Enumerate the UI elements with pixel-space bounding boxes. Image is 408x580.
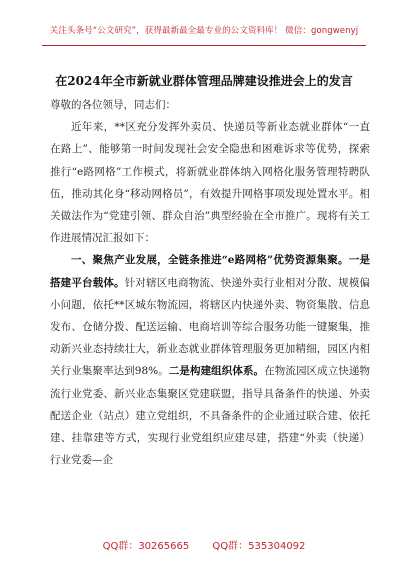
section-1-text-1: 针对辖区电商物流、快递外卖行业相对分散、规模偏小问题，依托**区城东物流园，将辖区内快递外卖、物资集散、信息发布、仓储分拨、配送运输、电商培训等综合服务功能一键聚集，推动新兴业态持续壮大，新业态就业群体管理服务更加精细，园区内相关行业集聚率达到98%。 <box>50 276 371 378</box>
section-1-heading: 一、聚焦产业发展，全链条推进“e路网格”优势资源集聚。 <box>71 254 349 267</box>
footer-qq-group-2: QQ群：535304092 <box>212 541 306 552</box>
header-divider <box>42 45 366 46</box>
footer-qq-group-1: QQ群：30265665 <box>102 541 190 552</box>
footer <box>0 537 408 552</box>
document-body <box>50 94 370 471</box>
document-title: 在2024年全市新就业群体管理品牌建设推进会上的发言 <box>55 74 353 88</box>
section-1-paragraph <box>50 249 370 471</box>
header-banner: 关注头条号“公文研究”，获得最新最全最专业的公文资料库！ 微信：gongwenyj <box>49 26 359 36</box>
section-1-text-2: 在物流园区成立快递物流行业党委、新兴业态集聚区党建联盟，指导具备条件的快递、外卖配送企业（站点）建立党组织，不具备条件的企业通过联合建、依托建、挂靠建等方式，实现行业党组织应建尽建，搭建“外卖（快递）行业党委—企 <box>50 365 371 467</box>
section-1-subheading-1: 一是搭建平台载体。 <box>50 254 371 289</box>
section-1-subheading-2: 二是构建组织体系。 <box>168 365 265 378</box>
intro-paragraph: 近年来，**区充分发挥外卖员、快递员等新业态就业群体“一直在路上”、能够第一时间发现社会安全隐患和困难诉求等优势，探索推行“e路网格”工作模式，将新就业群体纳入网格化服务管理特聘队伍，推动其化身“移动网格员”，有效提升网格事项发现处置水平。相关做法作为“党建引领、群众自治”典型经验在全市推广。现将有关工作进展情况汇报如下： <box>50 121 370 245</box>
salutation: 尊敬的各位领导，同志们： <box>50 99 176 111</box>
